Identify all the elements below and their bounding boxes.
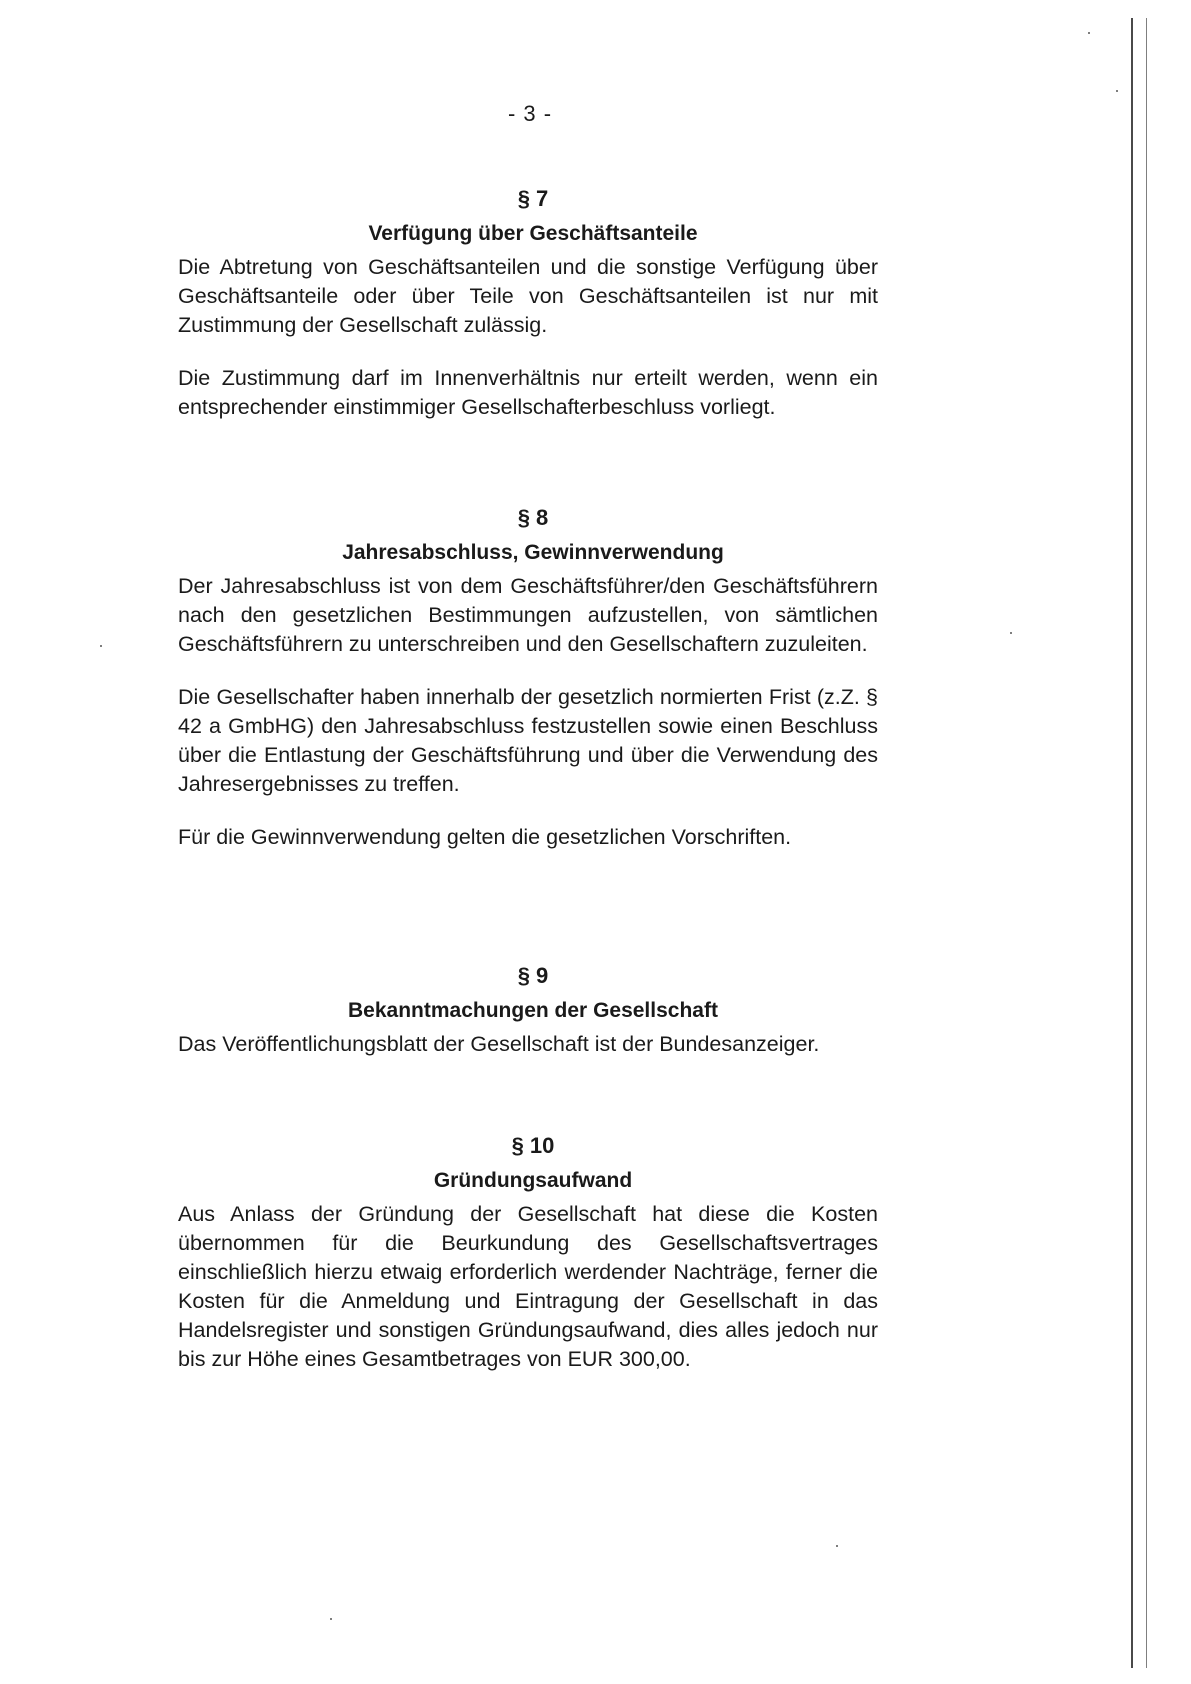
scan-speck	[1010, 632, 1012, 634]
section-title: Bekanntmachungen der Gesellschaft	[348, 999, 718, 1022]
section-number: § 7	[517, 186, 549, 211]
section-title: Gründungsaufwand	[433, 1169, 633, 1192]
paragraph: Das Veröffentlichungsblatt der Gesellschaft ist der Bundesanzeiger.	[178, 1032, 820, 1056]
section-number: § 9	[517, 963, 549, 988]
paragraph: Für die Gewinnverwendung gelten die gesetzlichen Vorschriften.	[178, 825, 792, 849]
section-7	[178, 186, 878, 422]
section-10	[178, 1133, 878, 1374]
scan-speck	[1116, 90, 1118, 92]
scan-edge-line	[1146, 18, 1147, 1668]
scan-speck	[1088, 32, 1090, 34]
scan-speck	[330, 1618, 332, 1620]
section-title: Verfügung über Geschäftsanteile	[368, 222, 698, 245]
section-number: § 10	[511, 1133, 555, 1158]
scan-speck	[836, 1545, 838, 1547]
paragraph: Die Zustimmung darf im Innenverhältnis nur erteilt werden, wenn ein entsprechender einstimmiger Gesellschafterbeschluss vorliegt.	[178, 366, 878, 419]
section-9	[178, 963, 878, 1059]
section-8	[178, 505, 878, 852]
section-number: § 8	[517, 505, 549, 530]
paragraph: Die Gesellschafter haben innerhalb der gesetzlich normierten Frist (z.Z. § 42 a GmbHG) den Jahresabschluss festzustellen sowie einen Beschluss über die Entlastung der Geschäftsführung und über die Verwendung des Jahresergebnisses zu treffen.	[178, 685, 878, 796]
paragraph: Die Abtretung von Geschäftsanteilen und die sonstige Verfügung über Geschäftsanteile oder über Teile von Geschäftsanteilen ist nur mit Zustimmung der Gesellschaft zulässig.	[178, 255, 878, 337]
scan-edge-line	[1131, 18, 1133, 1668]
page-number: - 3 -	[507, 101, 553, 126]
section-title: Jahresabschluss, Gewinnverwendung	[342, 541, 724, 564]
scan-speck	[100, 645, 102, 647]
paragraph: Aus Anlass der Gründung der Gesellschaft hat diese die Kosten übernommen für die Beurkundung des Gesellschaftsvertrages einschließlich hierzu etwaig erforderlich werdender Nachträge, ferner die Kosten für die Anmeldung und Eintragung der Gesellschaft in das Handelsregister und sonstigen Gründungsaufwand, dies alles jedoch nur bis zur Höhe eines Gesamtbetrages von EUR 300,00.	[178, 1202, 878, 1371]
paragraph: Der Jahresabschluss ist von dem Geschäftsführer/den Geschäftsführern nach den gesetzlichen Bestimmungen aufzustellen, von sämtlichen Geschäftsführern zu unterschreiben und den Gesellschaftern zuzuleiten.	[178, 574, 878, 656]
